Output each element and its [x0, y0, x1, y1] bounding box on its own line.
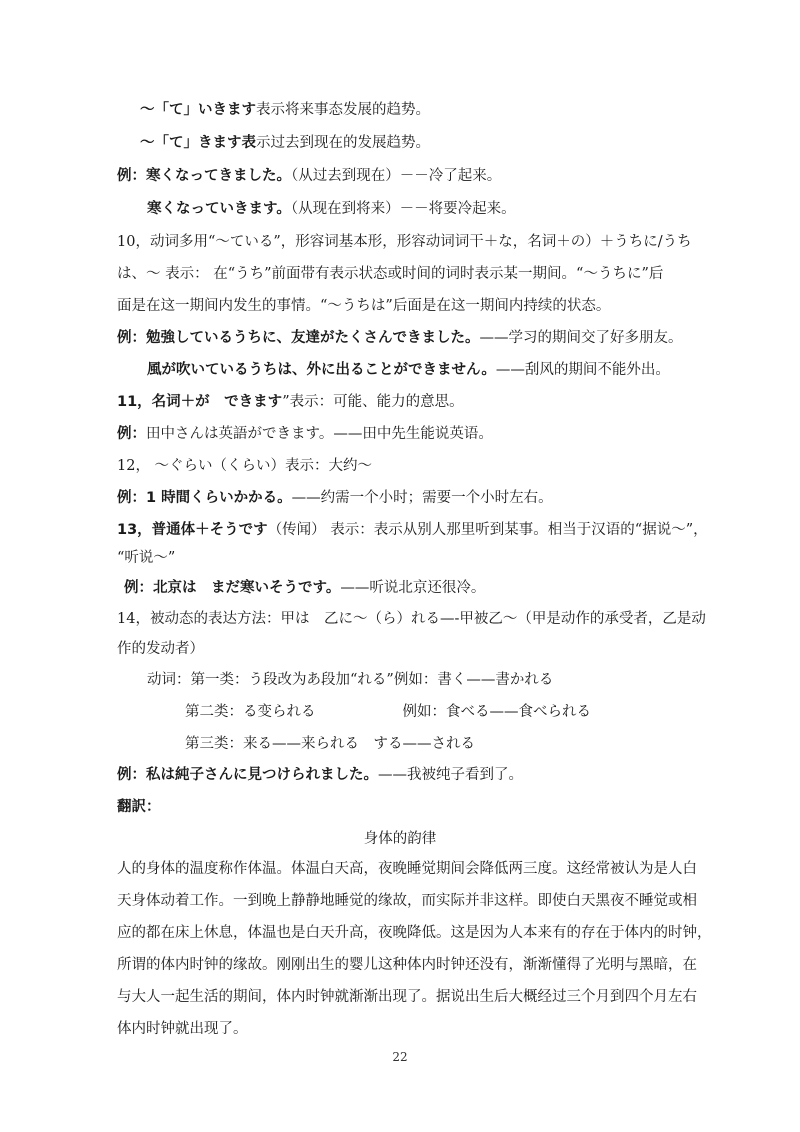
- text-line: [117, 797, 161, 817]
- bold-span: 例：1 時間くらいかかる。: [117, 490, 292, 506]
- page-number: 22: [392, 1050, 408, 1064]
- normal-span: 10，动词多用“～ている”，形容词基本形，形容动词词干＋な，名词＋の）＋うちに/うち: [117, 234, 692, 250]
- essay-line: 与大人一起生活的期间，体内时钟就渐渐出现了。据说出生后大概经过三个月到四个月左右: [117, 989, 697, 1005]
- normal-span: （从现在到将来）－－将要冷起来。: [290, 201, 516, 217]
- normal-span: 面是在这一期间内发生的事情。“～うちは”后面是在这一期间内持续的状态。: [117, 298, 611, 314]
- bold-span: 風が吹いているうちは、外に出ることができません。: [147, 362, 496, 378]
- text-line: [140, 100, 430, 120]
- normal-span: ——我被纯子看到了。: [378, 767, 523, 783]
- normal-span: “听说～”: [117, 550, 176, 566]
- normal-span: 14，被动态的表达方法：甲は 乙に～（ら）れる—-甲被乙～（甲是动作的承受者，乙是动: [117, 611, 706, 627]
- text-line: [117, 296, 610, 316]
- normal-span: ——约需一个小时；需要一个小时左右。: [291, 490, 553, 506]
- essay-title: 身体的韵律: [363, 831, 437, 847]
- bold-span: 13，普通体＋そうです: [117, 522, 268, 538]
- normal-span: ——学习的期间交了好多朋友。: [479, 330, 683, 346]
- text-line: [147, 360, 670, 380]
- text-line: [117, 456, 372, 476]
- text-line: [140, 133, 430, 153]
- normal-span: 作的发动者）: [117, 641, 204, 657]
- bold-span: 11，名词＋が できます: [117, 394, 283, 410]
- essay-line: 应的都在床上休息，体温也是白天升高，夜晚降低。这是因为人本来有的存在于体内的时钟，: [117, 925, 712, 941]
- text-line: [117, 488, 553, 508]
- normal-span: 表示将来事态发展的趋势。: [256, 102, 430, 118]
- bold-span: 翻訳：: [117, 799, 161, 815]
- normal-span: （传闻） 表示：表示从别人那里听到某事。相当于汉语的“据说～”，: [267, 522, 708, 538]
- text-line: [147, 199, 516, 219]
- bold-span: 例：寒くなってきました。: [117, 168, 291, 184]
- bold-span: 例：: [117, 426, 146, 442]
- text-line: [117, 609, 706, 629]
- text-line: [117, 166, 501, 186]
- normal-span: 第二类：る变られる 例如：食べる——食べられる: [185, 704, 591, 720]
- text-line: [117, 424, 493, 444]
- normal-span: 田中さんは英語ができます。——田中先生能说英语。: [146, 426, 493, 442]
- normal-span: （从过去到现在）－－冷了起来。: [291, 168, 502, 184]
- text-line: [117, 548, 175, 568]
- text-line: [185, 702, 591, 722]
- bold-span: 例：勉強しているうちに、友達がたくさんできました。: [117, 330, 480, 346]
- normal-span: は、～ 表示： 在“うち”前面带有表示状态或时间的词时表示某一期间。“～うちに”后: [117, 266, 664, 282]
- text-line: [117, 328, 683, 348]
- essay-line: 体内时钟就出现了。: [117, 1021, 248, 1037]
- bold-span: 例：北京は まだ寒いそうです。: [124, 580, 341, 596]
- essay-line: 人的身体的温度称作体温。体温白天高，夜晚睡觉期间会降低两三度。这经常被认为是人白: [117, 861, 697, 877]
- text-line: [117, 639, 204, 659]
- essay-line: 天身体动着工作。一到晚上静静地睡觉的缘故，而实际并非这样。即使白天黑夜不睡觉或相: [117, 893, 697, 909]
- text-line: [147, 670, 553, 690]
- normal-span: 12， ～ぐらい（くらい）表示：大约～: [117, 458, 373, 474]
- text-line: [124, 578, 485, 598]
- normal-span: 动词：第一类：う段改为あ段加“れる”例如：書く——書かれる: [147, 672, 554, 688]
- normal-span: 示过去到现在的发展趋势。: [256, 135, 430, 151]
- text-line: [117, 232, 692, 252]
- text-line: [117, 765, 523, 785]
- bold-span: ～「て」きます表: [140, 135, 256, 151]
- normal-span: ”表示：可能、能力的意思。: [282, 394, 464, 410]
- text-line: [185, 734, 475, 754]
- text-line: [117, 392, 464, 412]
- text-line: [117, 520, 708, 540]
- bold-span: ～「て」いきます: [140, 102, 256, 118]
- bold-span: 寒くなっていきます。: [147, 201, 291, 217]
- normal-span: ——听说北京还很冷。: [340, 580, 486, 596]
- bold-span: 例：私は純子さんに見つけられました。: [117, 767, 378, 783]
- normal-span: ——刮风的期间不能外出。: [495, 362, 670, 378]
- essay-line: 所谓的体内时钟的缘故。刚刚出生的婴儿这种体内时钟还没有，渐渐懂得了光明与黑暗，在: [117, 957, 697, 973]
- normal-span: 第三类：来る——来られる する——される: [185, 736, 475, 752]
- text-line: [117, 264, 663, 284]
